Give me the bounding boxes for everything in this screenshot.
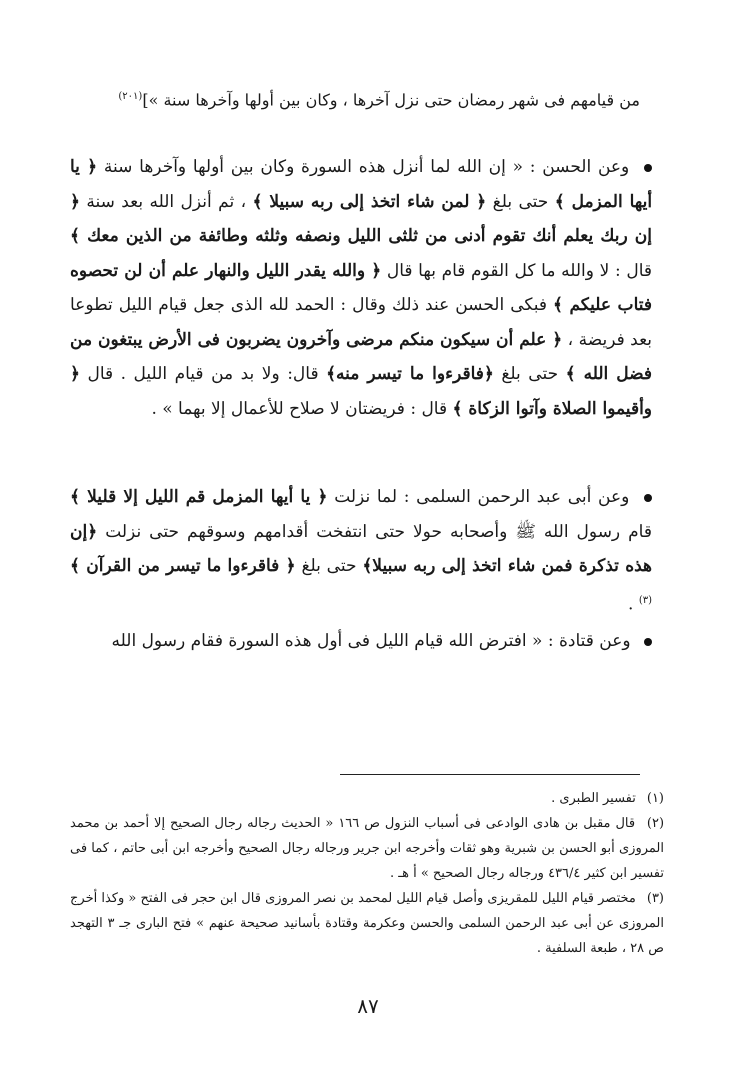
footnotes xyxy=(70,786,664,961)
quran-quote: ﴿ فاقرءوا ما تيسر من القرآن ﴾ xyxy=(70,556,296,576)
footnote-3 xyxy=(70,886,664,961)
footnote-divider xyxy=(340,774,640,775)
footnote-number: (٢) xyxy=(646,816,665,831)
text-run: قال : لا والله ما كل القوم قام بها قال xyxy=(386,260,652,281)
bullet-icon xyxy=(644,164,652,172)
footnote-ref: (٣) xyxy=(638,594,652,606)
text-run: حتى بلغ xyxy=(501,364,559,384)
footnote-ref: (٢٠١) xyxy=(118,91,143,102)
text-run: . xyxy=(628,594,634,615)
text-run: قال: ولا بد من قيام الليل . قال xyxy=(87,364,319,384)
paragraph-hasan xyxy=(70,150,652,426)
quran-quote: ﴿ لمن شاء اتخذ إلى ربه سبيلا ﴾ xyxy=(252,191,487,212)
text-run: قال : فريضتان لا صلاح للأعمال إلا بهما » . xyxy=(151,398,448,419)
text-run: وعن الحسن : « إن الله لما أنزل هذه السورة وكان بين أولها وآخرها سنة xyxy=(103,157,630,177)
text-run: حتى بلغ xyxy=(492,191,549,212)
page-number: ٨٧ xyxy=(357,994,379,1018)
text-run: وعن قتادة : « افترض الله قيام الليل فى أول هذه السورة فقام رسول الله xyxy=(111,631,631,651)
text-run: وعن أبى عبد الرحمن السلمى : لما نزلت xyxy=(334,487,630,507)
footnote-number: (٣) xyxy=(646,891,664,906)
text-run: ، ثم أنزل الله بعد سنة xyxy=(86,191,247,212)
text-run: قام رسول الله ﷺ وأصحابه حولا حتى انتفخت أقدامهم وسوقهم حتى نزلت xyxy=(105,521,652,542)
quran-quote: ﴿ إن ربك يعلم أنك تقوم أدنى من ثلثى الليل ونصفه وثلثه وطائفة من الذين معك ﴾ xyxy=(70,191,652,246)
text-run: فبكى الحسن عند ذلك وقال : الحمد لله الذى جعل قيام الليل تطوعا بعد فريضة ، xyxy=(70,295,652,350)
continued-text-line xyxy=(90,82,640,115)
paragraph-qatada xyxy=(70,624,652,659)
footnote-1 xyxy=(70,786,664,811)
continued-text: من قيامهم فى شهر رمضان حتى نزل آخرها ، وكان بين أولها وآخرها سنة »] xyxy=(142,90,640,110)
footnote-text: تفسير الطبرى . xyxy=(551,791,636,806)
quran-quote: ﴿ وأقيموا الصلاة وآتوا الزكاة ﴾ xyxy=(70,364,652,419)
footnote-2 xyxy=(70,811,664,886)
footnote-text: قال مقبل بن هادى الوادعى فى أسباب النزول ص ١٦٦ « الحديث رجاله رجال الصحيح إلا أحمد بن محمد المروزى أبو الحسن بن شبرية وهو ثقات وأخرجه ابن جرير ورجاله رجال الصحيح وأخرجه ابن أبى حاتم ، كما فى تفسير ابن كثير ٤٣٦/٤ ورجاله رجال الصحيح » أ هـ . xyxy=(70,816,664,881)
paragraph-sulami xyxy=(70,480,652,622)
bullet-icon xyxy=(644,638,652,646)
quran-quote: ﴿ والله يقدر الليل والنهار علم أن لن تحصوه فتاب عليكم ﴾ xyxy=(70,260,652,315)
text-run: حتى بلغ xyxy=(301,556,357,576)
quran-quote: ﴿ يا أيها المزمل قم الليل إلا قليلا ﴾ xyxy=(70,487,328,507)
footnote-number: (١) xyxy=(646,791,664,806)
bullet-icon xyxy=(644,494,652,502)
quran-quote: ﴿ يا أيها المزمل ﴾ xyxy=(70,157,653,212)
footnote-text: مختصر قيام الليل للمقريزى وأصل قيام الليل لمحمد بن نصر المروزى قال ابن حجر فى الفتح « وكذا أخرج المروزى عن أبى عبد الرحمن السلمى والحسن وعكرمة وقتادة بأسانيد صحيحة عنهم » فتح البارى جـ ٣ التهجد ص ٢٨ ، طبعة السلفية . xyxy=(70,891,664,956)
quran-quote: ﴿ علم أن سيكون منكم مرضى وآخرون يضربون فى الأرض يبتغون من فضل الله ﴾ xyxy=(70,329,653,384)
quran-quote: ﴿إن هذه تذكرة فمن شاء اتخذ إلى ربه سبيلا﴾ xyxy=(70,521,653,576)
quran-quote: ﴿فاقرءوا ما تيسر منه﴾ xyxy=(326,364,494,384)
